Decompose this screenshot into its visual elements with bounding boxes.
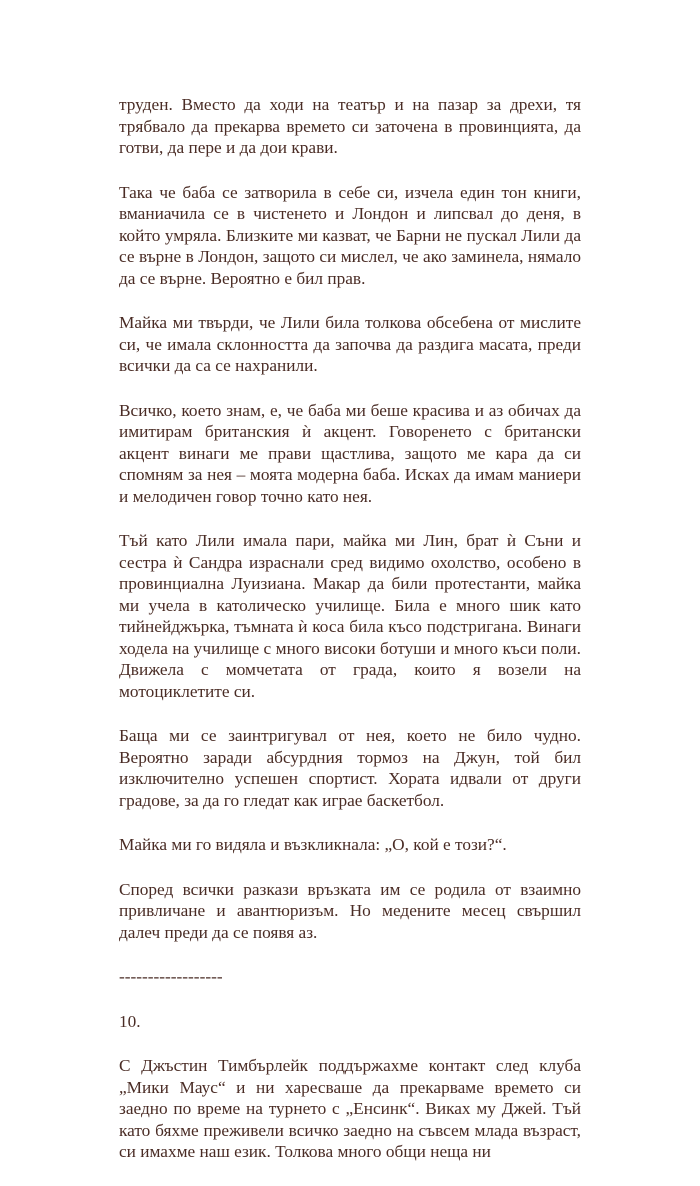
paragraph: Майка ми го видяла и възкликнала: „О, кой е този?“. [119, 835, 507, 854]
section-divider: ------------------ [119, 967, 223, 986]
section-number: 10. [119, 1011, 141, 1031]
paragraph: Тъй като Лили имала пари, майка ми Лин, брат ѝ Съни и сестра ѝ Сандра израснали сред видимо охолство, особено в провинциална Луизиана. Макар да били протестанти, майка ми учела в католическо училище. Била е много шик като тийнейджърка, тъмната ѝ коса била късо подстригана. Винаги ходела на училище с много високи ботуши и много къси поли. Движела с момчетата от града, които я возели на мотоциклетите си. [119, 531, 581, 701]
paragraph: Така че баба се затворила в себе си, изчела един тон книги, вманиачила се в чистенето и Лондон и липсвал до деня, в който умряла. Близките ми казват, че Барни не пускал Лили да се върне в Лондон, защото си мислел, че ако заминела, нямало да се върне. Вероятно е бил прав. [119, 182, 581, 288]
document-body [119, 94, 581, 1186]
paragraph: Баща ми се заинтригувал от нея, което не било чудно. Вероятно заради абсурдния тормоз на Джун, той бил изключително успешен спортист. Хората идвали от други градове, за да го гледат как играе баскетбол. [119, 726, 581, 810]
paragraph: труден. Вместо да ходи на театър и на пазар за дрехи, тя трябвало да прекарва времето си заточена в провинцията, да готви, да пере и да дои крави. [119, 95, 581, 157]
paragraph: Според всички разкази връзката им се родила от взаимно привличане и авантюризъм. Но медените месец свършил далеч преди да се появя аз. [119, 879, 581, 942]
paragraph: Всичко, което знам, е, че баба ми беше красива и аз обичах да имитирам британския ѝ акцент. Говоренето с британски акцент винаги ме прави щастлива, защото ме кара да си спомням за нея – моята модерна баба. Исках да имам маниери и мелодичен говор точно като нея. [119, 400, 581, 506]
paragraph: Майка ми твърди, че Лили била толкова обсебена от мислите си, че имала склонността да започва да раздига масата, преди всички да са се нахранили. [119, 313, 581, 375]
paragraph: С Джъстин Тимбърлейк поддържахме контакт след клуба „Мики Маус“ и ни харесваше да прекарваме времето си заедно по време на турнето с „Енсинк“. Виках му Джей. Тъй като бяхме преживели всичко заедно на съвсем млада възраст, си имахме наш език. Толкова много общи неща ни [119, 1056, 581, 1161]
